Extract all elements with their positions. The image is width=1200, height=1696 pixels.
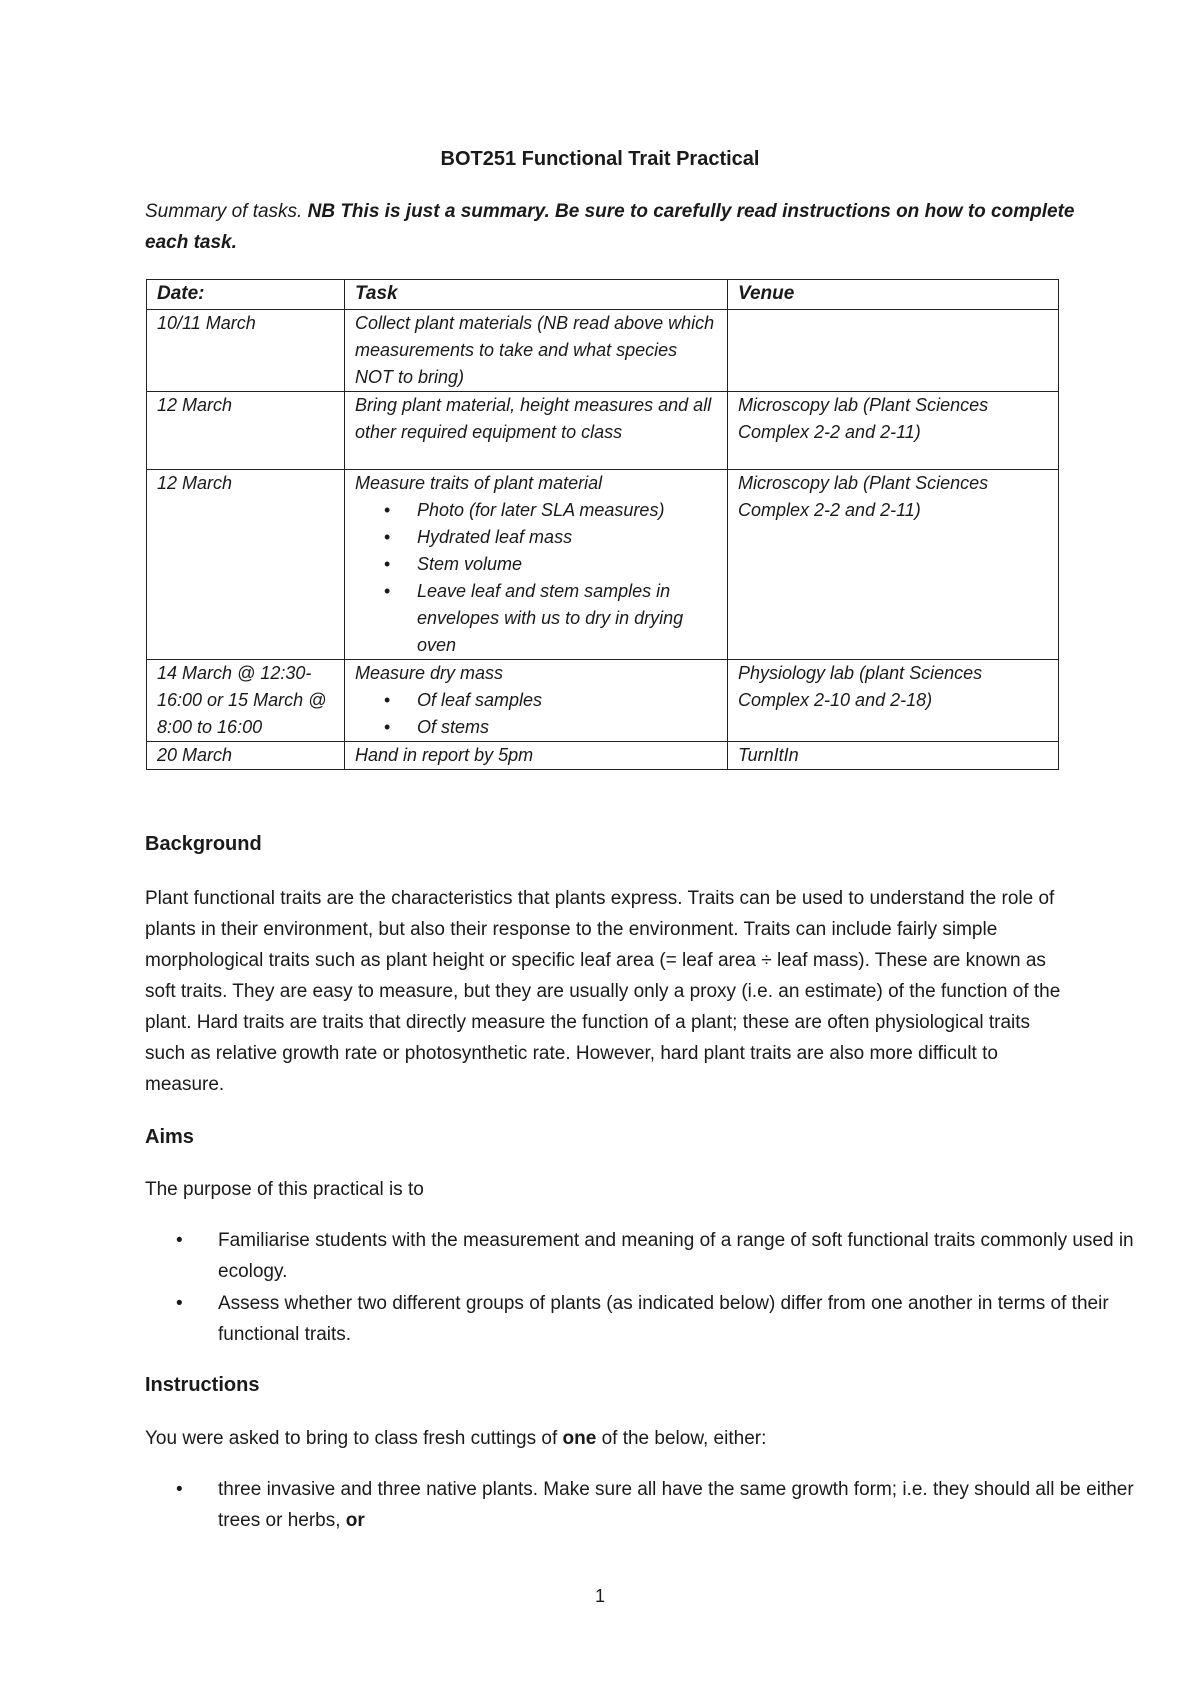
aims-intro: The purpose of this practical is to	[145, 1179, 424, 1200]
table-row	[147, 742, 1059, 770]
cell-venue: TurnItIn	[728, 742, 1059, 770]
task-text: Measure traits of plant material	[355, 473, 603, 493]
table-header-row	[147, 280, 1059, 310]
aims-heading: Aims	[145, 1126, 194, 1148]
cell-venue: Microscopy lab (Plant Sciences Complex 2-2 and 2-11)	[728, 470, 1059, 660]
cell-task: Hand in report by 5pm	[345, 742, 728, 770]
cell-venue: Microscopy lab (Plant Sciences Complex 2-2 and 2-11)	[728, 392, 1059, 470]
task-text: Measure dry mass	[355, 663, 504, 683]
summary-nb-text: NB This is just a summary. Be sure to carefully read instructions on how to complete each task.	[145, 201, 1075, 253]
list-item: • Of leaf samples	[417, 687, 717, 714]
aims-list	[145, 1225, 1143, 1351]
task-schedule-table	[146, 279, 1059, 770]
cell-task: Bring plant material, height measures and all other required equipment to class	[345, 392, 728, 470]
cell-date: 10/11 March	[147, 310, 345, 392]
header-task: Task	[345, 280, 728, 310]
list-item: • Assess whether two different groups of plants (as indicated below) differ from one another in terms of their functional traits.	[218, 1288, 1143, 1350]
list-item: • Hydrated leaf mass	[417, 524, 717, 551]
item-text: three invasive and three native plants. Make sure all have the same growth form; i.e. they should all be either trees or herbs,	[218, 1479, 1134, 1531]
task-summary-note	[145, 196, 1075, 258]
instructions-list	[145, 1474, 1143, 1537]
table-row	[147, 310, 1059, 392]
intro-text-before: You were asked to bring to class fresh cuttings of	[145, 1428, 563, 1449]
document-title: BOT251 Functional Trait Practical	[440, 148, 760, 170]
instructions-heading: Instructions	[145, 1374, 260, 1396]
cell-task: Collect plant materials (NB read above which measurements to take and what species NOT to bring)	[345, 310, 728, 392]
intro-emphasis: one	[562, 1428, 597, 1449]
intro-text-after: of the below, either:	[596, 1428, 767, 1449]
summary-prefix: Summary of tasks.	[145, 201, 308, 222]
cell-date: 12 March	[147, 392, 345, 470]
list-item: • Leave leaf and stem samples in envelopes with us to dry in drying oven	[417, 578, 717, 659]
table-row	[147, 392, 1059, 470]
background-paragraph: Plant functional traits are the characteristics that plants express. Traits can be used to understand the role of plants in their environment, but also their response to the environment. Traits can include fairly simple morphological traits such as plant height or specific leaf area (= leaf area ÷ leaf mass). These are known as soft traits. They are easy to measure, but they are usually only a proxy (i.e. an estimate) of the function of the plant. Hard traits are traits that directly measure the function of a plant; these are often physiological traits such as relative growth rate or photosynthetic rate. However, hard plant traits are also more difficult to measure.	[145, 888, 1061, 1095]
table-row	[147, 470, 1059, 660]
task-bullet-list	[355, 497, 717, 659]
page-number: 1	[594, 1586, 605, 1606]
cell-task	[345, 660, 728, 742]
cell-date: 14 March @ 12:30-16:00 or 15 March @ 8:00 to 16:00	[147, 660, 345, 742]
cell-task	[345, 470, 728, 660]
cell-venue: Physiology lab (plant Sciences Complex 2-10 and 2-18)	[728, 660, 1059, 742]
list-item: • Photo (for later SLA measures)	[417, 497, 717, 524]
cell-venue	[728, 310, 1059, 392]
task-bullet-list	[355, 687, 717, 741]
background-heading: Background	[145, 833, 262, 855]
cell-date: 12 March	[147, 470, 345, 660]
header-venue: Venue	[728, 280, 1059, 310]
list-item: • Of stems	[417, 714, 717, 741]
cell-date: 20 March	[147, 742, 345, 770]
header-date: Date:	[147, 280, 345, 310]
item-emphasis: or	[345, 1510, 365, 1531]
list-item: • Stem volume	[417, 551, 717, 578]
list-item	[218, 1474, 1143, 1536]
list-item: • Familiarise students with the measurement and meaning of a range of soft functional traits commonly used in ecology.	[218, 1225, 1143, 1287]
instructions-intro	[145, 1423, 1070, 1454]
table-row	[147, 660, 1059, 742]
